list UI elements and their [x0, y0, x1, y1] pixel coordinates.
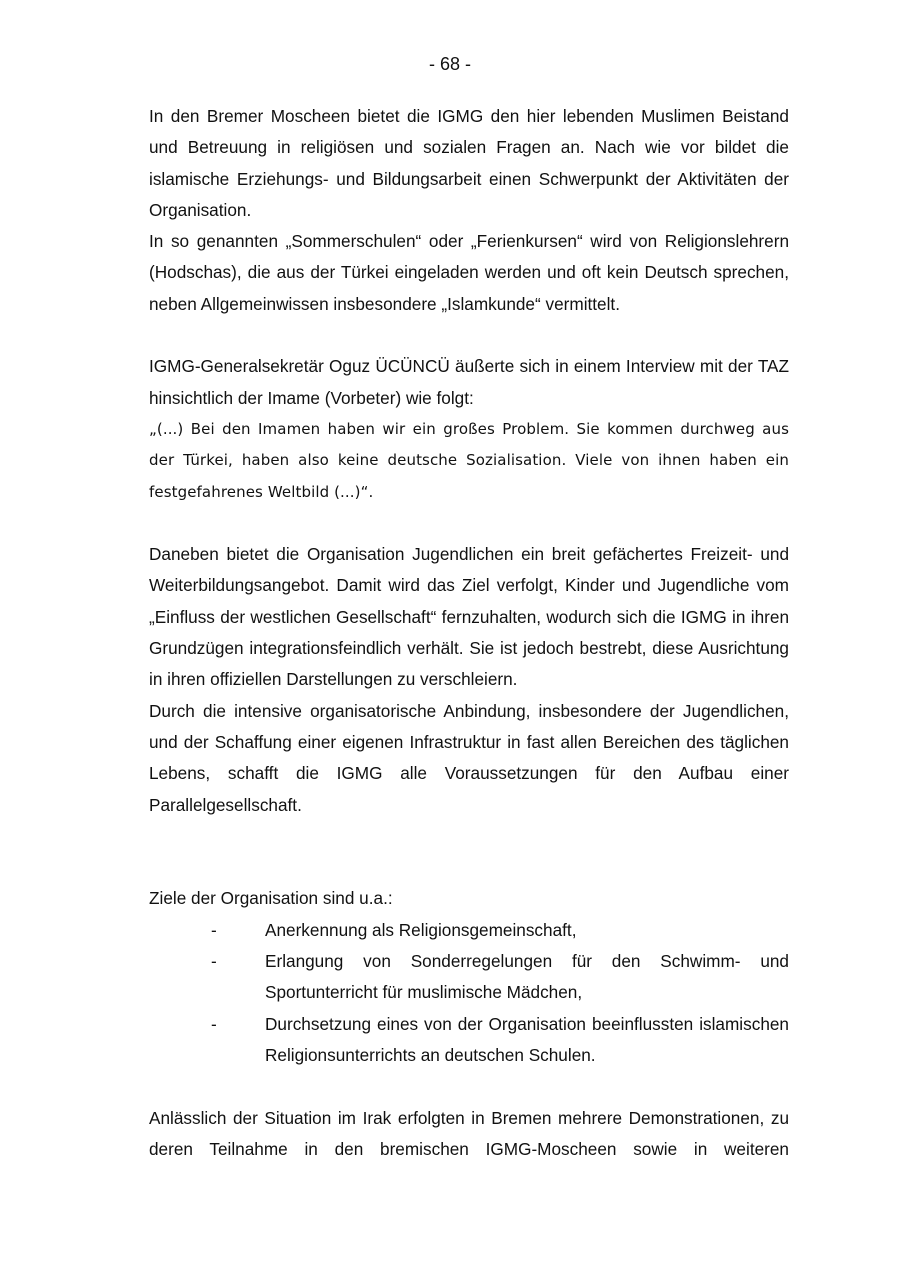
spacer: [149, 1071, 789, 1102]
list-item-text: Durchsetzung eines von der Organisation beeinflussten islamischen Religionsunterrichts an deutschen Schulen.: [265, 1013, 789, 1065]
list-dash: -: [211, 951, 217, 972]
spacer: [149, 821, 789, 852]
list-item: [149, 946, 789, 1009]
list-intro: Ziele der Organisation sind u.a.:: [149, 888, 393, 909]
paragraph-mosques: In den Bremer Moscheen bietet die IGMG den hier lebenden Muslimen Beistand und Betreuung in religiösen und sozialen Fragen an. Nach wie vor bildet die islamische Erziehungs- und Bildungsarbeit einen Schwerpunkt der Aktivitäten der Organisation.: [149, 106, 789, 220]
list-item: [149, 915, 789, 946]
page-number: - 68 -: [428, 54, 471, 74]
paragraph-parallel-society: Durch die intensive organisatorische Anbindung, insbesondere der Jugendlichen, und der Schaffung einer eigenen Infrastruktur in fast allen Bereichen des täglichen Lebens, schafft die IGMG alle Voraussetzungen für den Aufbau einer Parallelgesellschaft.: [149, 700, 789, 815]
document-body: [149, 101, 789, 1165]
list-item: [149, 1009, 789, 1072]
list-dash: -: [211, 919, 217, 940]
list-dash: -: [211, 1013, 217, 1034]
paragraph-iraq-demonstrations: Anlässlich der Situation im Irak erfolgten in Bremen mehrere Demonstrationen, zu deren Teilnahme in den bremischen IGMG-Moscheen sowie in weiteren: [149, 1107, 789, 1159]
list-item-text: Anerkennung als Religionsgemeinschaft,: [265, 919, 577, 940]
list-item-text: Erlangung von Sonderregelungen für den Schwimm- und Sportunterricht für muslimische Mädchen,: [265, 951, 789, 1003]
spacer: [149, 852, 789, 883]
spacer: [149, 320, 789, 351]
paragraph-youth-offers: Daneben bietet die Organisation Jugendlichen ein breit gefächertes Freizeit- und Weiterbildungsangebot. Damit wird das Ziel verfolgt, Kinder und Jugendliche vom „Einfluss der westlichen Gesellschaft“ fernzuhalten, wodurch sich die IGMG in ihren Grundzügen integrationsfeindlich verhält. Sie ist jedoch bestrebt, diese Ausrichtung in ihren offiziellen Darstellungen zu verschleiern.: [149, 544, 789, 690]
goals-list: [149, 915, 789, 1071]
paragraph-interview: IGMG-Generalsekretär Oguz ÜCÜNCÜ äußerte sich in einem Interview mit der TAZ hinsichtlich der Imame (Vorbeter) wie folgt:: [149, 356, 789, 408]
paragraph-summer-schools: In so genannten „Sommerschulen“ oder „Ferienkursen“ wird von Religionslehrern (Hodschas), die aus der Türkei eingeladen werden und oft kein Deutsch sprechen, neben Allgemeinwissen insbesondere „Islamkunde“ vermittelt.: [149, 231, 789, 314]
interview-quote: „(...) Bei den Imamen haben wir ein großes Problem. Sie kommen durchweg aus der Türkei, haben also keine deutsche Sozialisation. Viele von ihnen haben ein festgefahrenes Weltbild (...)“.: [149, 419, 789, 501]
spacer: [149, 508, 789, 539]
